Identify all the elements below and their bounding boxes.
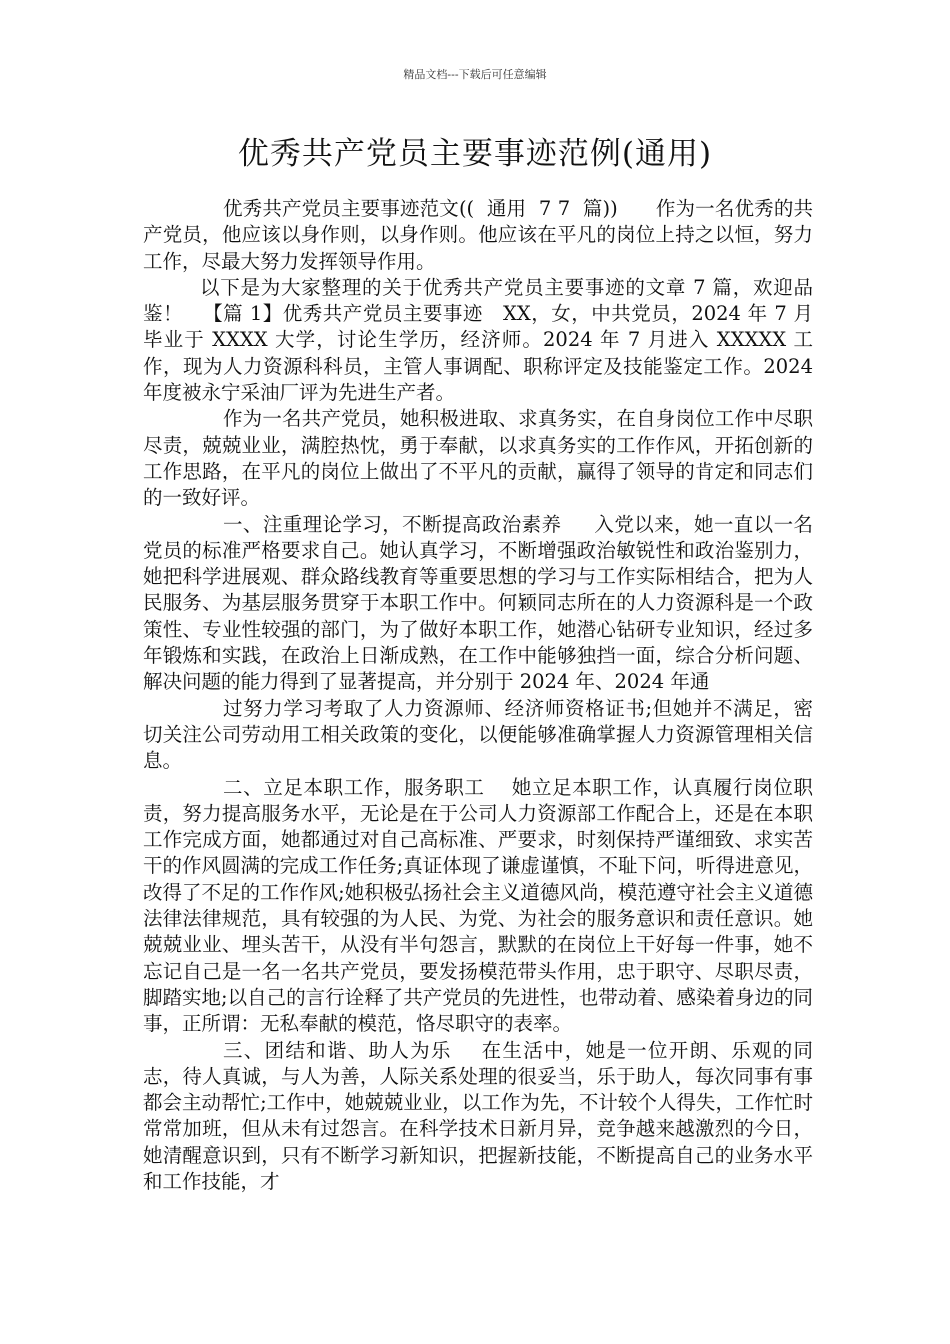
paragraph: 以下是为大家整理的关于优秀共产党员主要事迹的文章 7 篇，欢迎品鉴！ 【篇 1】优秀共产党员主要事迹 XX，女，中共党员，2024 年 7 月毕业于 XXXX 大学，讨论生学历，经济师。2024 年 7 月进入 XXXXX 工作，现为人力资源科科员，主管人事调配、职称评定及技能鉴定工作。2024 年度被永宁采油厂评为先进生产者。 bbox=[143, 275, 820, 405]
paragraph: 优秀共产党员主要事迹范文(( 通用 7 7 篇)) 作为一名优秀的共产党员，他应该以身作则，以身作则。他应该在平凡的岗位上持之以恒，努力工作，尽最大努力发挥领导作用。 bbox=[143, 197, 813, 273]
document-title: 优秀共产党员主要事迹范例(通用) bbox=[237, 136, 713, 172]
document-body bbox=[143, 196, 820, 1195]
paragraph: 作为一名共产党员，她积极进取、求真务实，在自身岗位工作中尽职尽责，兢兢业业，满腔热忱，勇于奉献，以求真务实的工作作风，开拓创新的工作思路，在平凡的岗位上做出了不平凡的贡献，赢得了领导的肯定和同志们的一致好评。 bbox=[143, 407, 813, 510]
page-header-note: 精品文档---下载后可任意编辑 bbox=[403, 68, 547, 81]
paragraph: 三、团结和谐、助人为乐 在生活中，她是一位开朗、乐观的同志，待人真诚，与人为善，人际关系处理的很妥当，乐于助人，每次同事有事都会主动帮忙;工作中，她兢兢业业，以工作为先，不计较个人得失，工作忙时常常加班，但从未有过怨言。在科学技术日新月异，竞争越来越激烈的今日，她清醒意识到，只有不断学习新知识，把握新技能，不断提高自己的业务水平和工作技能，才 bbox=[143, 1038, 813, 1193]
paragraph: 一、注重理论学习，不断提高政治素养 入党以来，她一直以一名党员的标准严格要求自己。她认真学习，不断增强政治敏锐性和政治鉴别力，她把科学进展观、群众路线教育等重要思想的学习与工作实际相结合，把为人民服务、为基层服务贯穿于本职工作中。何颖同志所在的人力资源科是一个政策性、专业性较强的部门，为了做好本职工作，她潜心钻研专业知识，经过多年锻炼和实践，在政治上日渐成熟，在工作中能够独挡一面，综合分析问题、解决问题的能力得到了显著提高，并分别于 2024 年、2024 年通 bbox=[143, 512, 813, 694]
paragraph: 过努力学习考取了人力资源师、经济师资格证书;但她并不满足，密切关注公司劳动用工相关政策的变化，以便能够准确掌握人力资源管理相关信息。 bbox=[143, 696, 813, 773]
paragraph: 二、立足本职工作，服务职工 她立足本职工作，认真履行岗位职责，努力提高服务水平，无论是在于公司人力资源部工作配合上，还是在本职工作完成方面，她都通过对自己高标准、严要求，时刻保持严谨细致、求实苦干的作风圆满的完成工作任务;真证体现了谦虚谨慎，不耻下问，听得进意见，改得了不足的工作作风;她积极弘扬社会主义道德风尚，模范遵守社会主义道德法律法律规范，具有较强的为人民、为党、为社会的服务意识和责任意识。她兢兢业业、埋头苦干，从没有半句怨言，默默的在岗位上干好每一件事，她不忘记自己是一名一名共产党员，要发扬模范带头作用，忠于职守、尽职尽责，脚踏实地;以自己的言行诠释了共产党员的先进性，也带动着、感染着身边的同事，正所谓：无私奉献的模范，恪尽职守的表率。 bbox=[143, 775, 813, 1036]
